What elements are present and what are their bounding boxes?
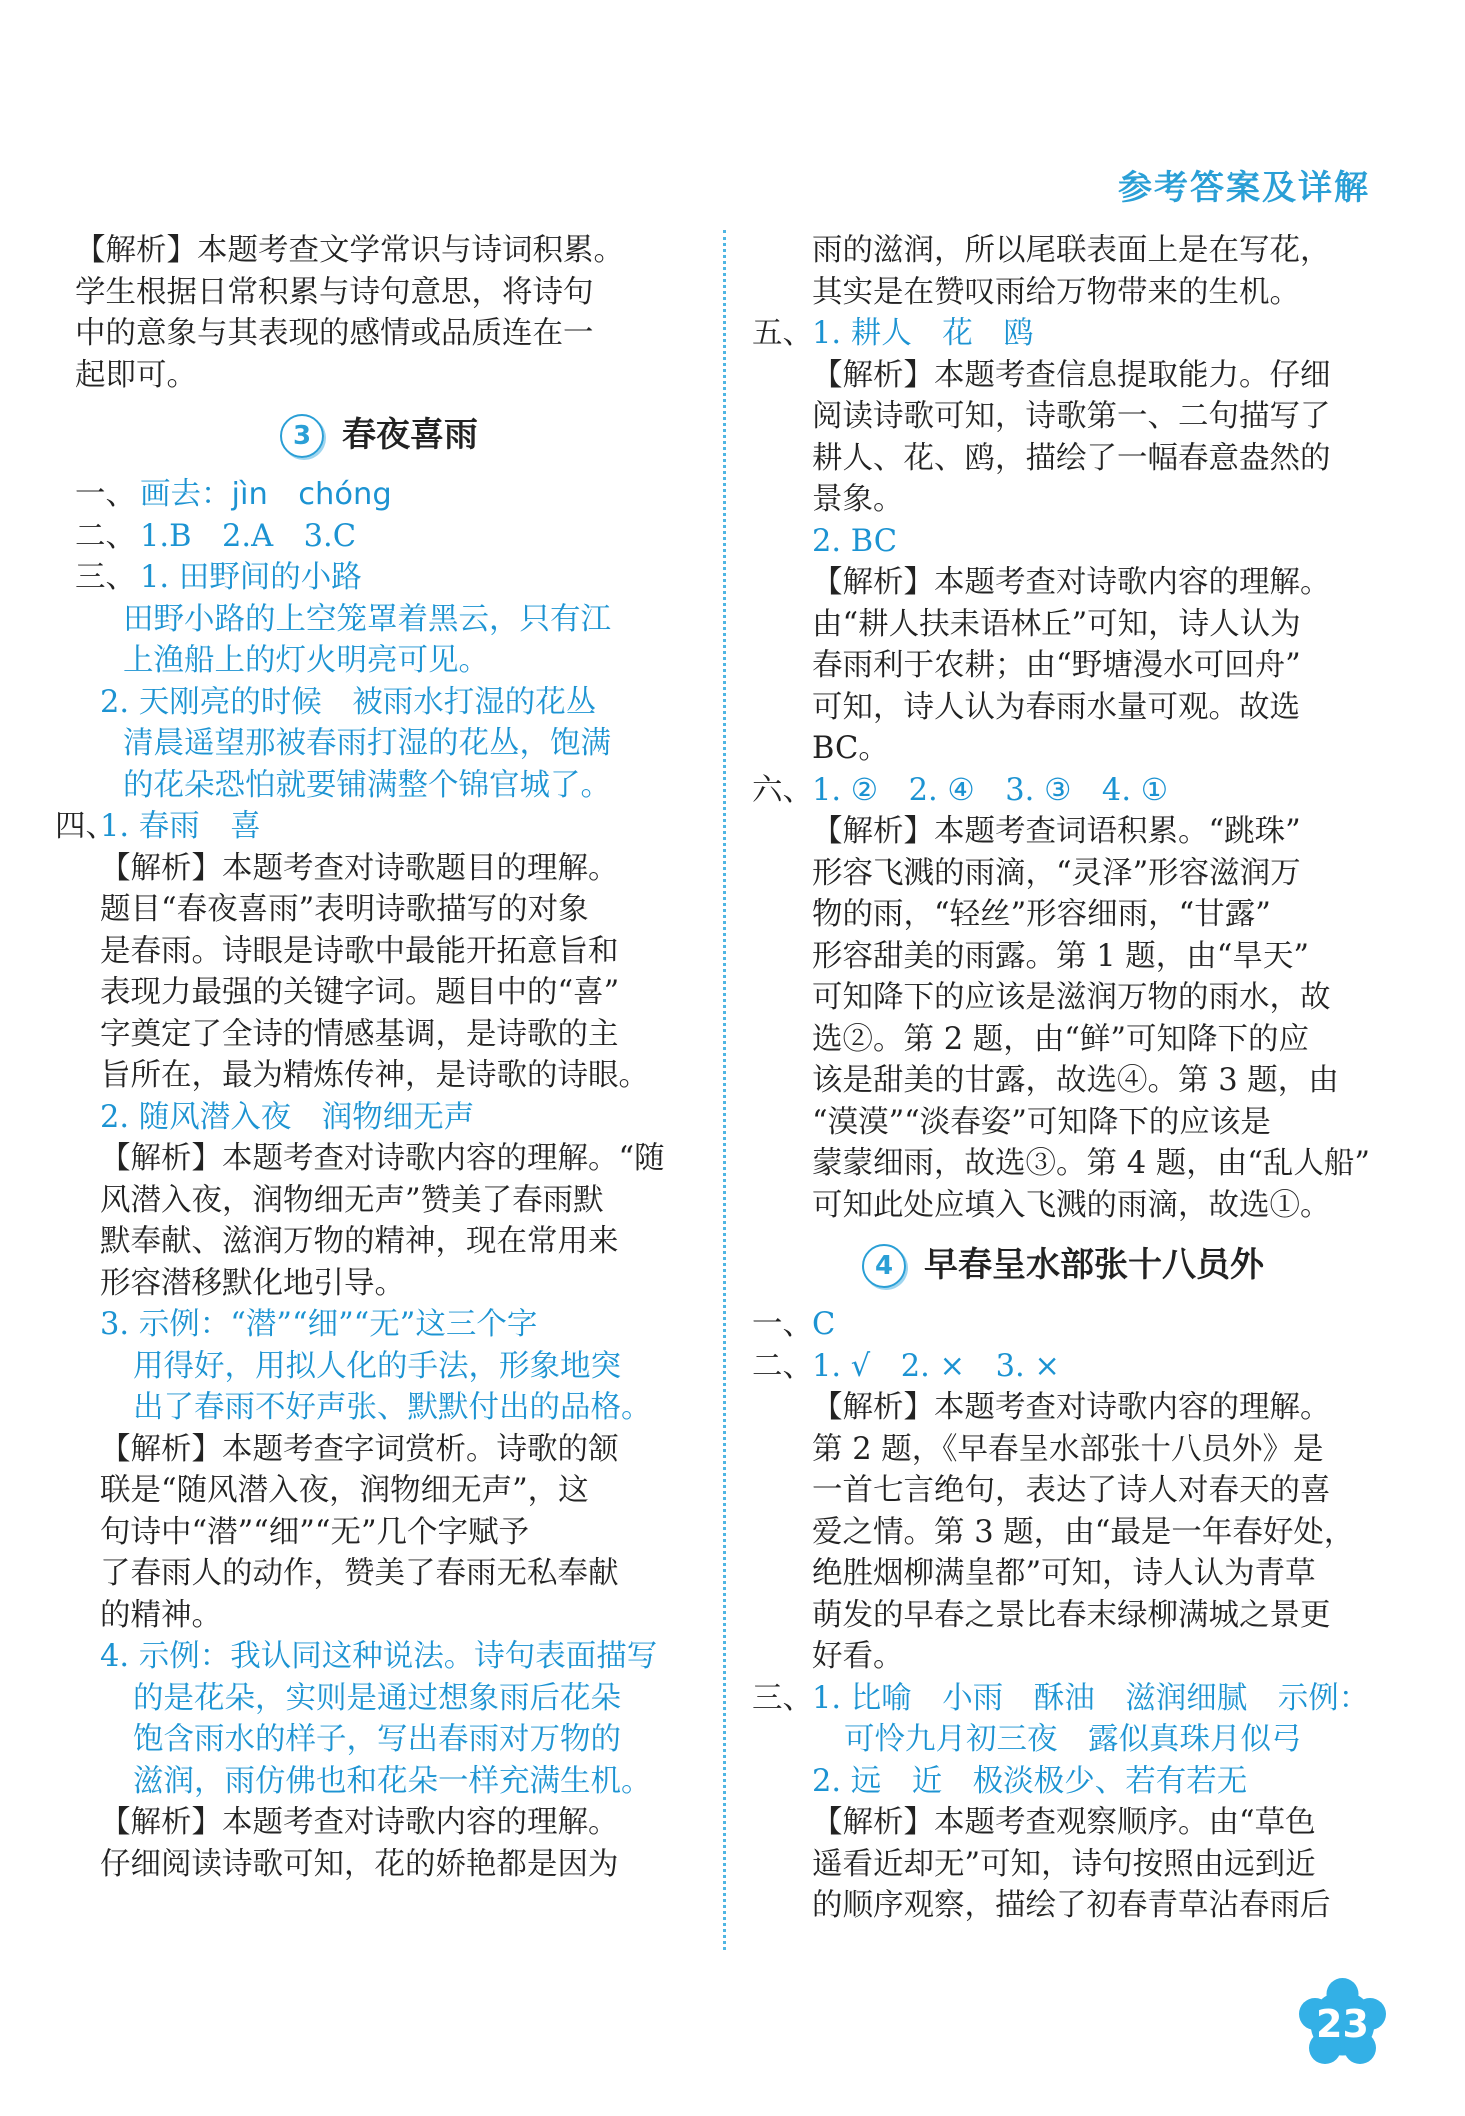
- question-label: 一、: [75, 477, 136, 512]
- answer-text: 1. 耕人 花 鸥: [812, 316, 1034, 351]
- question-label: 四、: [55, 809, 116, 844]
- section-number-badge: 3: [280, 414, 324, 458]
- header-title: 参考答案及详解: [1118, 168, 1370, 208]
- question-label: 一、: [752, 1307, 813, 1342]
- explanation-line: 【解析】本题考查字词赏析。诗歌的颔: [100, 1431, 619, 1467]
- explanation-line: 【解析】本题考查对诗歌内容的理解。: [812, 1390, 1331, 1425]
- explanation-line: 萌发的早春之景比春末绿柳满城之景更: [812, 1597, 1331, 1633]
- explanation-line: 绝胜烟柳满皇都”可知，诗人认为青草: [812, 1556, 1316, 1591]
- answer-text: 1. ② 2. ④ 3. ③ 4. ①: [812, 772, 1169, 808]
- explanation-line: 【解析】本题考查信息提取能力。仔细: [812, 357, 1331, 393]
- section-title-text: 早春呈水部张十八员外: [924, 1245, 1264, 1286]
- answer-text: 画去：jìn chóng: [140, 477, 392, 512]
- explanation-line: 默奉献、滋润万物的精神，现在常用来: [100, 1224, 619, 1259]
- s4-question-2: [752, 1346, 1377, 1388]
- explanation-line: 雨的滋润，所以尾联表面上是在写花，: [812, 233, 1331, 268]
- explanation-line: 仔细阅读诗歌可知，花的娇艳都是因为: [100, 1846, 619, 1882]
- answer-text: 1.B 2.A 3.C: [140, 518, 357, 554]
- answer-text: 1. 春雨 喜: [100, 809, 261, 844]
- page-number-badge: [1295, 1976, 1390, 2071]
- explanation-line: 【解析】本题考查对诗歌内容的理解。: [100, 1805, 619, 1840]
- explanation-line: 物的雨，“轻丝”形容细雨，“甘露”: [812, 897, 1271, 932]
- explanation-line: 【解析】本题考查对诗歌内容的理解。“随: [100, 1141, 665, 1176]
- answer-line: 的是花朵，实则是通过想象雨后花朵: [133, 1680, 621, 1716]
- answer-text: 1. 比喻 小雨 酥油 滋润细腻 示例：: [812, 1680, 1370, 1716]
- question-2: [75, 516, 720, 558]
- explanation-line: 该是甜美的甘露，故选④。第 3 题，由: [812, 1063, 1339, 1098]
- answer-line: 出了春雨不好声张、默默付出的品格。: [133, 1390, 652, 1425]
- explanation-line: 选②。第 2 题，由“鲜”可知降下的应: [812, 1021, 1309, 1057]
- question-4: [55, 806, 720, 848]
- explanation-line: 爱之情。第 3 题，由“最是一年春好处，: [812, 1514, 1355, 1550]
- s4-question-3: [752, 1678, 1377, 1720]
- explanation-line: 阅读诗歌可知，诗歌第一、二句描写了: [812, 399, 1331, 434]
- intro-line: 学生根据日常积累与诗句意思，将诗句: [75, 274, 594, 310]
- explanation-line: 耕人、花、鸥，描绘了一幅春意盎然的: [812, 440, 1331, 476]
- explanation-line: 字奠定了全诗的情感基调，是诗歌的主: [100, 1016, 619, 1052]
- answer-line: 3. 示例：“潜”“细”“无”这三个字: [100, 1307, 538, 1342]
- s4-question-1: [752, 1304, 1377, 1346]
- explanation-line: 联是“随风潜入夜，润物细无声”，这: [100, 1473, 589, 1508]
- explanation-line: 由“耕人扶耒语林丘”可知，诗人认为: [812, 606, 1301, 642]
- explanation-line: 的顺序观察，描绘了初春青草沾春雨后: [812, 1888, 1331, 1923]
- explanation-line: 表现力最强的关键字词。题目中的“喜”: [100, 975, 620, 1010]
- question-1: [75, 474, 720, 516]
- question-label: 六、: [752, 772, 813, 808]
- explanation-line: 是春雨。诗眼是诗歌中最能开拓意旨和: [100, 933, 619, 969]
- explanation-line: 风潜入夜，润物细无声”赞美了春雨默: [100, 1182, 604, 1218]
- question-5: [752, 313, 1377, 355]
- answer-text: C: [812, 1307, 836, 1342]
- answer-line: 2. 天刚亮的时候 被雨水打湿的花丛: [100, 684, 597, 720]
- explanation-line: 遥看近却无”可知，诗句按照由远到近: [812, 1846, 1316, 1882]
- intro-line: 起即可。: [75, 357, 197, 393]
- question-label: 二、: [75, 518, 136, 554]
- section-number-badge: 4: [862, 1244, 906, 1288]
- intro-line: 中的意象与其表现的感情或品质连在一: [75, 316, 594, 351]
- explanation-line: 春雨利于农耕；由“野塘漫水可回舟”: [812, 648, 1301, 683]
- explanation-line: 【解析】本题考查词语积累。“跳珠”: [812, 814, 1301, 849]
- explanation-line: 蒙蒙细雨，故选③。第 4 题，由“乱人船”: [812, 1146, 1370, 1181]
- answer-line: 上渔船上的灯火明亮可见。: [123, 643, 489, 678]
- answer-line: 滋润，雨仿佛也和花朵一样充满生机。: [133, 1763, 652, 1799]
- question-label: 三、: [752, 1680, 813, 1716]
- explanation-line: 形容甜美的雨露。第 1 题，由“旱天”: [812, 938, 1309, 974]
- explanation-line: 形容飞溅的雨滴，“灵泽”形容滋润万: [812, 855, 1301, 891]
- question-label: 五、: [752, 316, 813, 351]
- left-column: [55, 230, 720, 1885]
- explanation-line: 题目“春夜喜雨”表明诗歌描写的对象: [100, 892, 589, 927]
- answer-line: 2. BC: [812, 523, 898, 559]
- explanation-line: 了春雨人的动作，赞美了春雨无私奉献: [100, 1556, 619, 1591]
- answer-line: 可怜九月初三夜 露似真珠月似弓: [844, 1722, 1302, 1757]
- explanation-line: 好看。: [812, 1639, 904, 1674]
- answer-line: 2. 随风潜入夜 润物细无声: [100, 1099, 475, 1135]
- page-number: 23: [1316, 2001, 1369, 2046]
- section-title-text: 春夜喜雨: [342, 415, 478, 456]
- answer-text: 1. 田野间的小路: [140, 560, 362, 595]
- explanation-line: 【解析】本题考查观察顺序。由“草色: [812, 1805, 1316, 1840]
- explanation-line: 句诗中“潜”“细”“无”几个字赋予: [100, 1514, 530, 1550]
- question-label: 二、: [752, 1348, 813, 1384]
- explanation-line: 可知此处应填入飞溅的雨滴，故选①。: [812, 1187, 1331, 1223]
- answer-text: 1. √ 2. × 3. ×: [812, 1348, 1060, 1384]
- answer-line: 清晨遥望那被春雨打湿的花丛，饱满: [123, 726, 611, 761]
- explanation-line: “漠漠”“淡春姿”可知降下的应该是: [812, 1104, 1271, 1140]
- explanation-line: 旨所在，最为精炼传神，是诗歌的诗眼。: [100, 1058, 649, 1093]
- explanation-line: 一首七言绝句，表达了诗人对春天的喜: [812, 1473, 1331, 1508]
- explanation-line: 【解析】本题考查对诗歌题目的理解。: [100, 850, 619, 886]
- intro-line: 【解析】本题考查文学常识与诗词积累。: [75, 233, 624, 268]
- answer-line: 2. 远 近 极淡极少、若有若无: [812, 1763, 1248, 1799]
- right-column: [752, 230, 1377, 1927]
- answer-line: 田野小路的上空笼罩着黑云，只有江: [123, 601, 611, 637]
- answer-line: 的花朵恐怕就要铺满整个锦官城了。: [123, 767, 611, 803]
- question-label: 三、: [75, 560, 136, 595]
- answer-line: 4. 示例：我认同这种说法。诗句表面描写: [100, 1639, 658, 1674]
- section-title-4: [752, 1244, 1377, 1288]
- explanation-line: 【解析】本题考查对诗歌内容的理解。: [812, 565, 1331, 600]
- explanation-line: 的精神。: [100, 1597, 222, 1633]
- explanation-line: 可知降下的应该是滋润万物的雨水，故: [812, 980, 1331, 1015]
- explanation-line: 其实是在赞叹雨给万物带来的生机。: [812, 274, 1300, 310]
- question-3: [75, 557, 720, 599]
- explanation-line: BC。: [812, 731, 889, 766]
- column-divider: [723, 230, 726, 1950]
- section-title-3: [75, 414, 720, 458]
- explanation-line: 景象。: [812, 482, 904, 517]
- answer-line: 饱含雨水的样子，写出春雨对万物的: [133, 1722, 621, 1757]
- explanation-line: 可知，诗人认为春雨水量可观。故选: [812, 689, 1300, 725]
- explanation-line: 第 2 题，《早春呈水部张十八员外》是: [812, 1431, 1324, 1467]
- answer-line: 用得好，用拟人化的手法，形象地突: [133, 1348, 621, 1384]
- explanation-line: 形容潜移默化地引导。: [100, 1265, 405, 1301]
- question-6: [752, 770, 1377, 812]
